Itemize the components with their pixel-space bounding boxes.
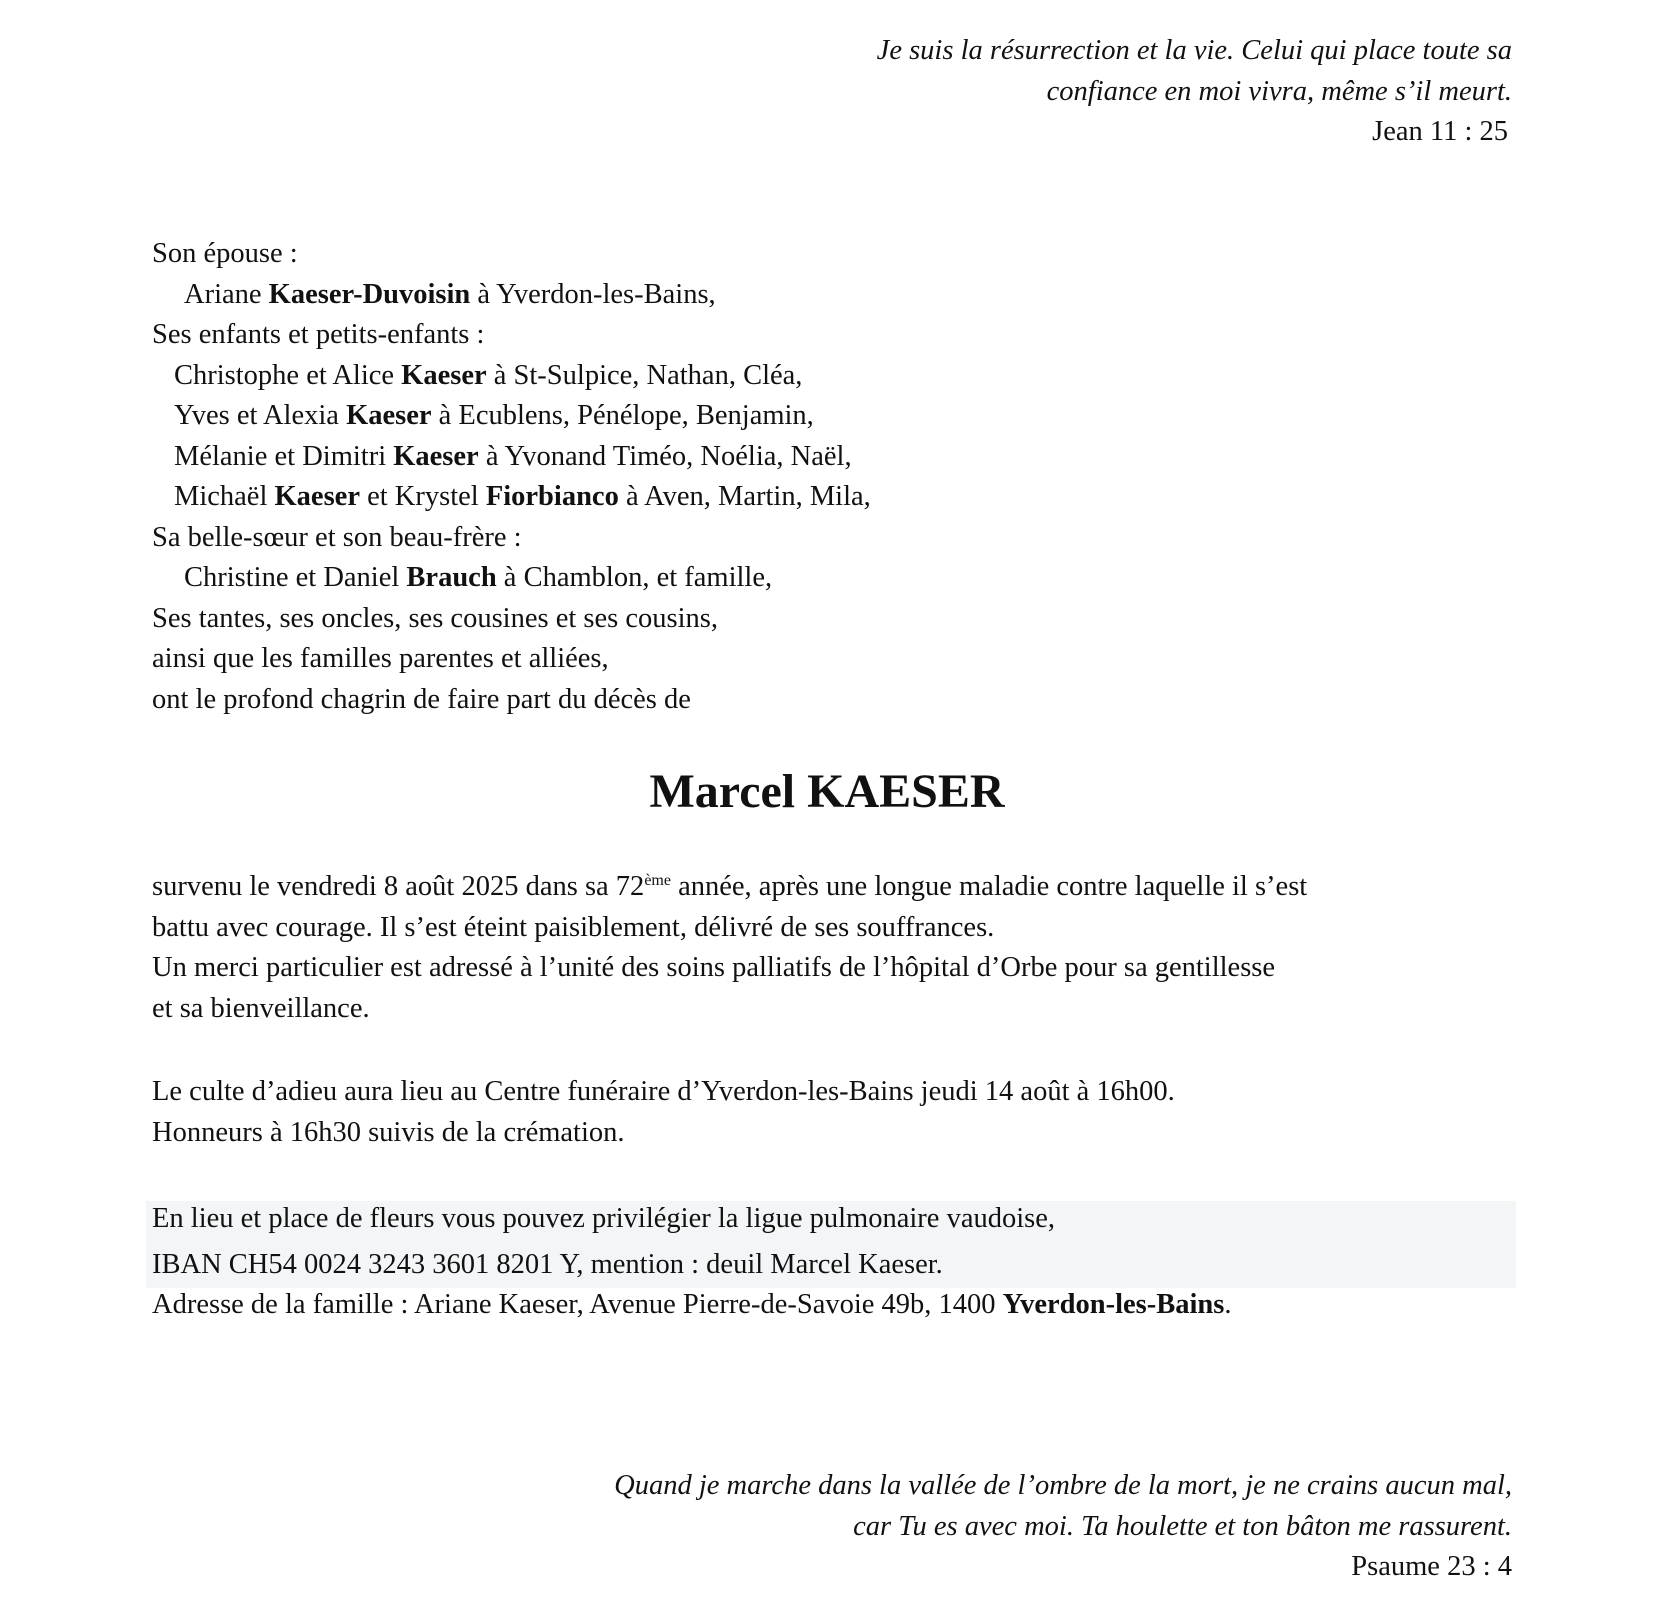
surname: Kaeser-Duvoisin (268, 278, 471, 310)
children-heading: Ses enfants et petits-enfants : (152, 319, 485, 350)
text: à Yverdon-les-Bains, (470, 278, 716, 310)
address-line (152, 1285, 1231, 1326)
text-line: Le culte d’adieu aura lieu au Centre funéraire d’Yverdon-les-Bains jeudi 14 août à 16h00. (152, 1076, 1175, 1107)
surname: Kaeser (401, 359, 487, 391)
bottom-quote (614, 1466, 1512, 1588)
text: Yves et Alexia (174, 400, 347, 431)
child-line (152, 437, 871, 478)
text: Adresse de la famille : Ariane Kaeser, Avenue Pierre-de-Savoie 49b, 1400 (152, 1289, 1003, 1320)
text-line: Honneurs à 16h30 suivis de la crémation. (152, 1116, 625, 1148)
surname: Kaeser (346, 400, 432, 431)
text: année, après une longue maladie contre laquelle il s’est (670, 871, 1308, 902)
superscript: ème (644, 872, 671, 889)
text: Christophe et Alice (174, 359, 402, 391)
child-line (152, 396, 871, 437)
text-line: Un merci particulier est adressé à l’unité des soins palliatifs de l’hôpital d’Orbe pour sa gentillesse (152, 952, 1276, 983)
text: survenu le vendredi 8 août 2025 dans sa 72 (152, 871, 645, 902)
closing-line: Ses tantes, ses oncles, ses cousines et ses cousins, (152, 602, 718, 634)
closing-line: ont le profond chagrin de faire part du décès de (152, 683, 691, 715)
text-line: En lieu et place de fleurs vous pouvez privilégier la ligue pulmonaire vaudoise, (152, 1203, 1055, 1234)
text: Christine et Daniel (184, 562, 407, 593)
surname: Kaeser (274, 481, 360, 512)
top-quote (877, 31, 1512, 153)
iban-line: IBAN CH54 0024 3243 3601 8201 Y, mention : deuil Marcel Kaeser. (152, 1248, 943, 1280)
donation-paragraph (152, 1199, 1231, 1326)
text: à Aven, Martin, Mila, (618, 481, 871, 512)
deceased-name: Marcel KAESER (649, 765, 1005, 818)
city: Yverdon-les-Bains (1002, 1289, 1225, 1320)
quote-line: Je suis la résurrection et la vie. Celui qui place toute sa (876, 35, 1512, 66)
inlaws-line (152, 558, 871, 599)
quote-line: confiance en moi vivra, même s’il meurt. (1046, 75, 1512, 107)
quote-reference: Jean 11 : 25 (1372, 116, 1508, 147)
text: à Yvonand Timéo, Noélia, Naël, (478, 440, 852, 472)
quote-line: Quand je marche dans la vallée de l’ombre de la mort, je ne crains aucun mal, (614, 1470, 1512, 1501)
surname: Fiorbianco (485, 481, 619, 512)
spouse-line (152, 275, 871, 316)
family-list (152, 234, 871, 720)
child-line (152, 356, 871, 397)
text: à St-Sulpice, Nathan, Cléa, (486, 359, 803, 391)
text: . (1224, 1289, 1232, 1320)
ceremony-paragraph (152, 1072, 1175, 1153)
text-line (152, 867, 1307, 908)
text-line: et sa bienveillance. (152, 992, 370, 1024)
text: et Krystel (359, 481, 486, 512)
text: Mélanie et Dimitri (174, 440, 394, 472)
child-line (152, 477, 871, 518)
quote-reference: Psaume 23 : 4 (1351, 1551, 1512, 1582)
closing-line: ainsi que les familles parentes et alliées, (152, 643, 609, 674)
text: à Ecublens, Pénélope, Benjamin, (431, 400, 814, 431)
quote-line: car Tu es avec moi. Ta houlette et ton bâton me rassurent. (853, 1510, 1512, 1542)
spouse-heading: Son épouse : (152, 238, 298, 269)
surname: Brauch (406, 562, 497, 593)
text: Michaël (174, 481, 275, 512)
text: Ariane (184, 278, 269, 310)
inlaws-heading: Sa belle-sœur et son beau-frère : (152, 521, 522, 553)
surname: Kaeser (393, 440, 479, 472)
text: à Chamblon, et famille, (496, 562, 773, 593)
text-line: battu avec courage. Il s’est éteint paisiblement, délivré de ses souffrances. (152, 911, 995, 943)
death-paragraph (152, 867, 1307, 1029)
